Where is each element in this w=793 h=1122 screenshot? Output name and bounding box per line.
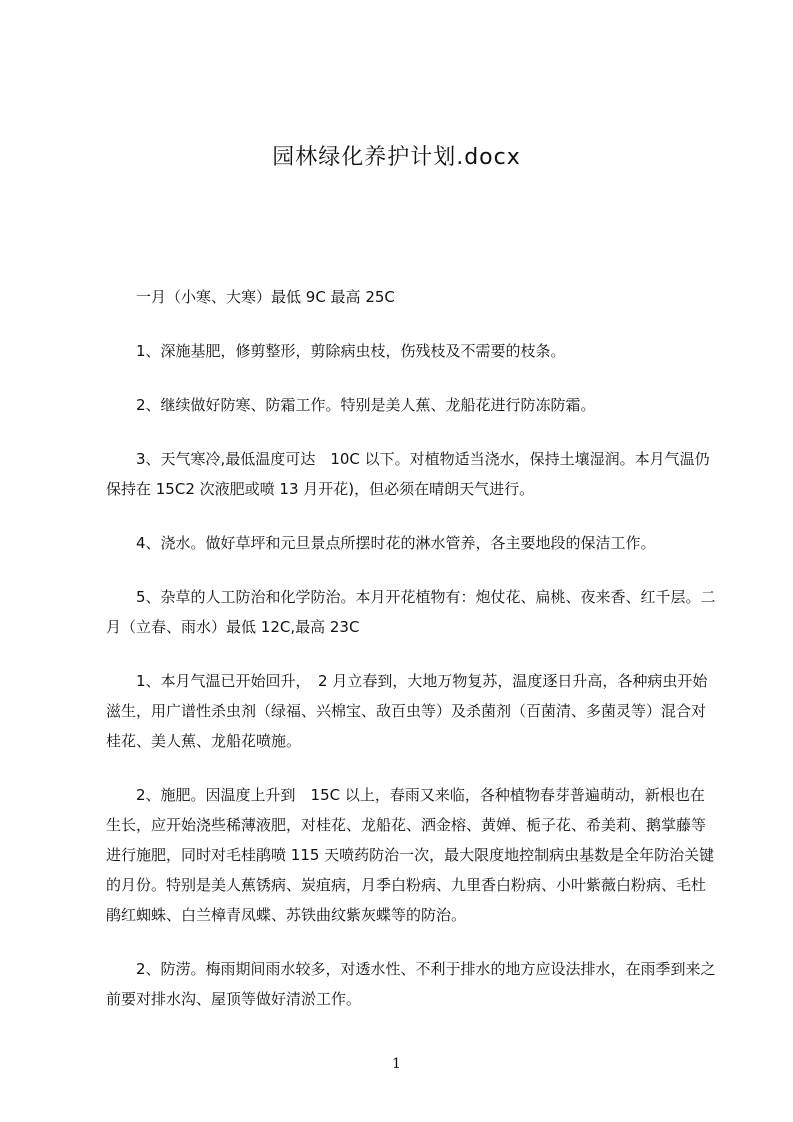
document-title: 园林绿化养护计划.docx — [272, 145, 521, 170]
paragraph: 2、施肥。因温度上升到 15C 以上，春雨又来临，各种植物春芽普遍萌动，新根也在生长，应开始浇些稀薄液肥，对桂花、龙船花、洒金榕、黄婵、栀子花、希美莉、鹅掌藤等进行施肥，同时对毛桂鹃喷 115 天喷药防治一次，最大限度地控制病虫基数是全年防治关键的月份。特别是美人蕉锈病、炭疽病，月季白粉病、九里香白粉病、小叶紫薇白粉病、毛杜鹃红蜘蛛、白兰樟青凤蝶、苏铁曲纹紫灰蝶等的防治。 — [106, 786, 715, 924]
paragraph: 3、天气寒冷,最低温度可达 10C 以下。对植物适当浇水，保持土壤湿润。本月气温仍保持在 15C2 次液肥或喷 13 月开花)，但必须在晴朗天气进行。 — [106, 450, 710, 498]
paragraph: 4、浇水。做好草坪和元旦景点所摆时花的淋水管养，各主要地段的保洁工作。 — [136, 534, 656, 552]
paragraph: 一月（小寒、大寒）最低 9C 最高 25C — [136, 288, 395, 306]
paragraph: 1、本月气温已开始回升， 2 月立春到，大地万物复苏，温度逐日升高，各种病虫开始滋生，用广谱性杀虫剂（绿福、兴棉宝、敌百虫等）及杀菌剂（百菌清、多菌灵等）混合对桂花、美人蕉、龙船花喷施。 — [106, 672, 708, 750]
paragraph: 2、防涝。梅雨期间雨水较多，对透水性、不利于排水的地方应设法排水，在雨季到来之前要对排水沟、屋顶等做好清淤工作。 — [106, 960, 716, 1008]
paragraph: 2、继续做好防寒、防霜工作。特别是美人蕉、龙船花进行防冻防霜。 — [136, 396, 596, 414]
paragraph: 5、杂草的人工防治和化学防治。本月开花植物有：炮仗花、扁桃、夜来香、红千层。二月（立春、雨水）最低 12C,最高 23C — [106, 588, 716, 636]
page-number: 1 — [392, 1056, 401, 1072]
paragraph: 1、深施基肥，修剪整形，剪除病虫枝，伤残枝及不需要的枝条。 — [136, 342, 566, 360]
document-body — [106, 282, 716, 1038]
